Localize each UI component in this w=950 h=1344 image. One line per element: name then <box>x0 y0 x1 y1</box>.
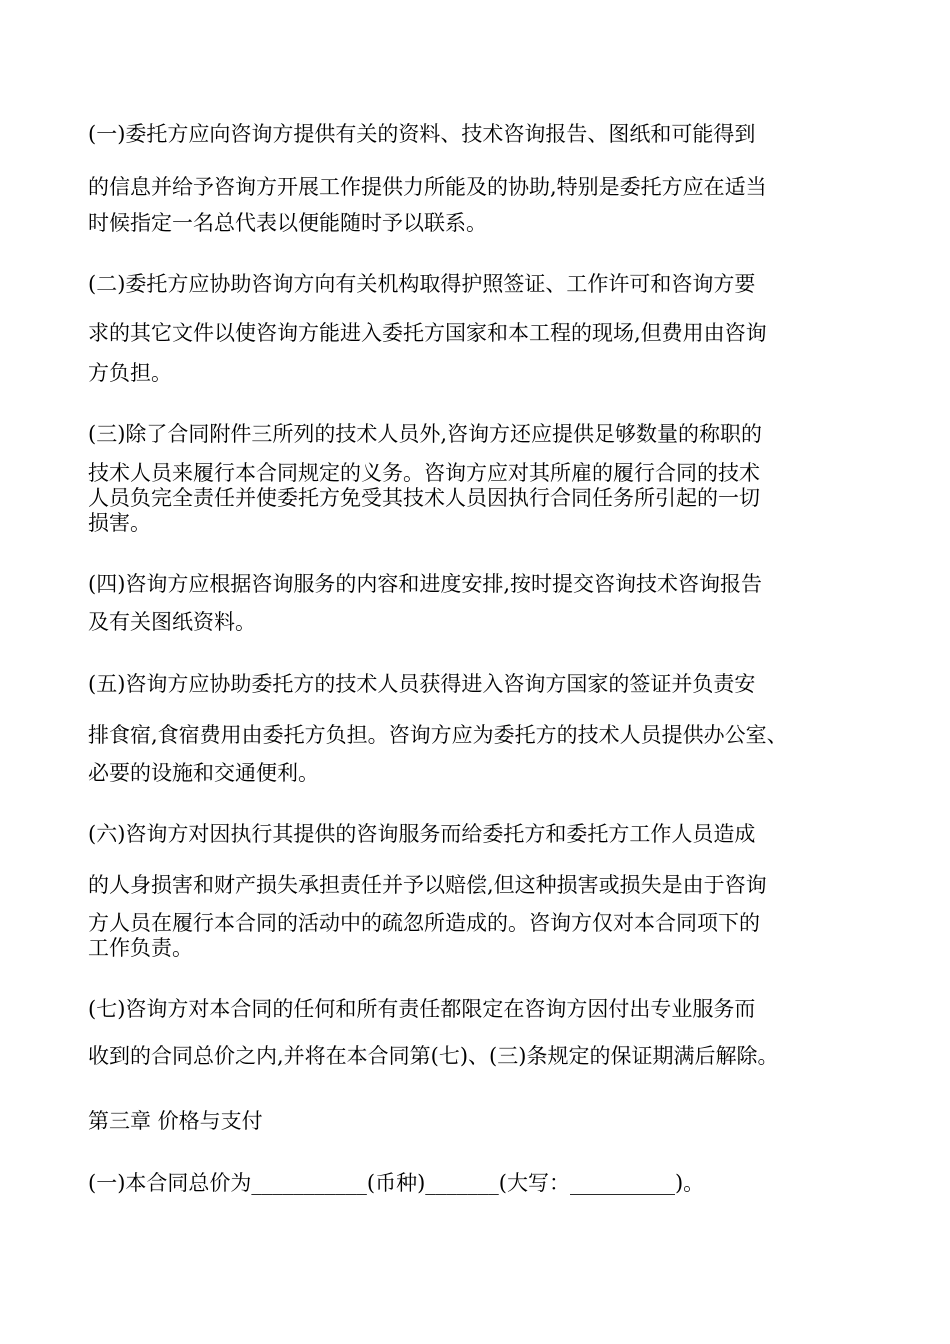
clause-4-line-1: (四)咨询方应根据咨询服务的内容和进度安排,按时提交咨询技术咨询报告 <box>88 572 763 596</box>
chapter-heading-text: 第三章 价格与支付 <box>88 1109 263 1133</box>
clause-6-line-4: 工作负责。 <box>88 936 193 960</box>
clause-3-line-1: (三)除了合同附件三所列的技术人员外,咨询方还应提供足够数量的称职的 <box>88 422 763 446</box>
clause-5-line-1: (五)咨询方应协助委托方的技术人员获得进入咨询方国家的签证并负责安 <box>88 672 756 696</box>
clause-5-line-2: 排食宿,食宿费用由委托方负担。咨询方应为委托方的技术人员提供办公室、 <box>88 723 788 747</box>
clause-6-line-3: 方人员在履行本合同的活动中的疏忽所造成的。咨询方仅对本合同项下的 <box>88 911 760 935</box>
clause-2-line-1: (二)委托方应协助咨询方向有关机构取得护照签证、工作许可和咨询方要 <box>88 272 756 296</box>
clause-4-line-2: 及有关图纸资料。 <box>88 610 256 634</box>
clause-5-line-3: 必要的设施和交通便利。 <box>88 761 319 785</box>
clause-1-line-2: 的信息并给予咨询方开展工作提供力所能及的协助,特别是委托方应在适当 <box>88 175 767 199</box>
clause-3-line-2: 技术人员来履行本合同规定的义务。咨询方应对其所雇的履行合同的技术 <box>88 461 760 485</box>
clause-7-line-1: (七)咨询方对本合同的任何和所有责任都限定在咨询方因付出专业服务而 <box>88 997 756 1021</box>
clause-1-line-3: 时候指定一名总代表以便能随时予以联系。 <box>88 211 487 235</box>
clause-1-line-1: (一)委托方应向咨询方提供有关的资料、技术咨询报告、图纸和可能得到 <box>88 122 756 146</box>
clause-6-line-1: (六)咨询方对因执行其提供的咨询服务而给委托方和委托方工作人员造成 <box>88 822 756 846</box>
clause-3-line-3: 人员负完全责任并使委托方免受其技术人员因执行合同任务所引起的一切 <box>88 486 760 510</box>
clause-2-line-2: 求的其它文件以使咨询方能进入委托方国家和本工程的现场,但费用由咨询 <box>88 321 767 345</box>
price-clause-text: (一)本合同总价为___________(币种)_______(大写：__________)。 <box>88 1171 705 1195</box>
clause-3-line-4: 损害。 <box>88 511 151 535</box>
clause-6-line-2: 的人身损害和财产损失承担责任并予以赔偿,但这种损害或损失是由于咨询 <box>88 873 767 897</box>
clause-2-line-3: 方负担。 <box>88 361 172 385</box>
clause-7-line-2: 收到的合同总价之内,并将在本合同第(七)、(三)条规定的保证期满后解除。 <box>88 1044 779 1068</box>
